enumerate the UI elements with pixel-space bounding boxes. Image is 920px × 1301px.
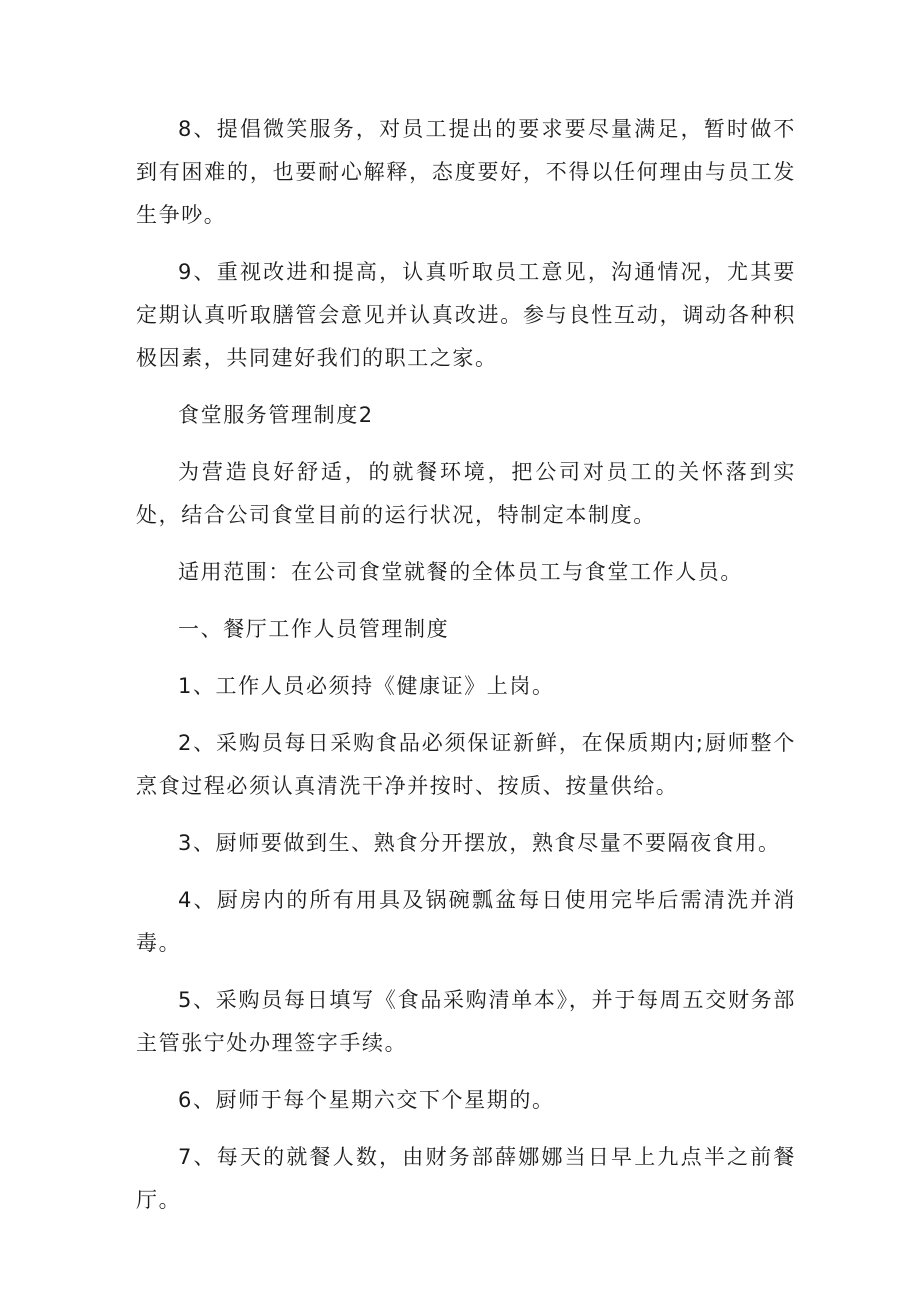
- document-body: [136, 108, 796, 1236]
- paragraph-item-9: 9、重视改进和提高，认真听取员工意见，沟通情况，尤其要定期认真听取膳管会意见并认真改进。参与良性互动，调动各种积极因素，共同建好我们的职工之家。: [136, 260, 796, 370]
- paragraph-scope: 适用范围：在公司食堂就餐的全体员工与食堂工作人员。: [178, 560, 743, 584]
- paragraph-item-3: 3、厨师要做到生、熟食分开摆放，熟食尽量不要隔夜食用。: [178, 831, 781, 855]
- paragraph-item-6: 6、厨师于每个星期六交下个星期的。: [178, 1088, 555, 1112]
- paragraph-purpose: 为营造良好舒适，的就餐环境，把公司对员工的关怀落到实处，结合公司食堂目前的运行状况，特制定本制度。: [136, 460, 796, 527]
- paragraph-item-1: 1、工作人员必须持《健康证》上岗。: [178, 674, 555, 698]
- paragraph-item-5: 5、采购员每日填写《食品采购清单本》，并于每周五交财务部主管张宁处办理签字手续。: [136, 988, 796, 1055]
- paragraph-item-8: 8、提倡微笑服务，对员工提出的要求要尽量满足，暂时做不到有困难的，也要耐心解释，态度要好，不得以任何理由与员工发生争吵。: [136, 117, 796, 227]
- subsection-heading: 一、餐厅工作人员管理制度: [178, 617, 450, 641]
- paragraph-item-7: 7、每天的就餐人数，由财务部薛娜娜当日早上九点半之前餐厅。: [136, 1145, 796, 1212]
- paragraph-item-4: 4、厨房内的所有用具及锅碗瓢盆每日使用完毕后需清洗并消毒。: [136, 888, 796, 955]
- paragraph-item-2: 2、采购员每日采购食品必须保证新鲜，在保质期内;厨师整个烹食过程必须认真清洗干净并按时、按质、按量供给。: [136, 731, 796, 798]
- section-title: 食堂服务管理制度2: [178, 403, 374, 427]
